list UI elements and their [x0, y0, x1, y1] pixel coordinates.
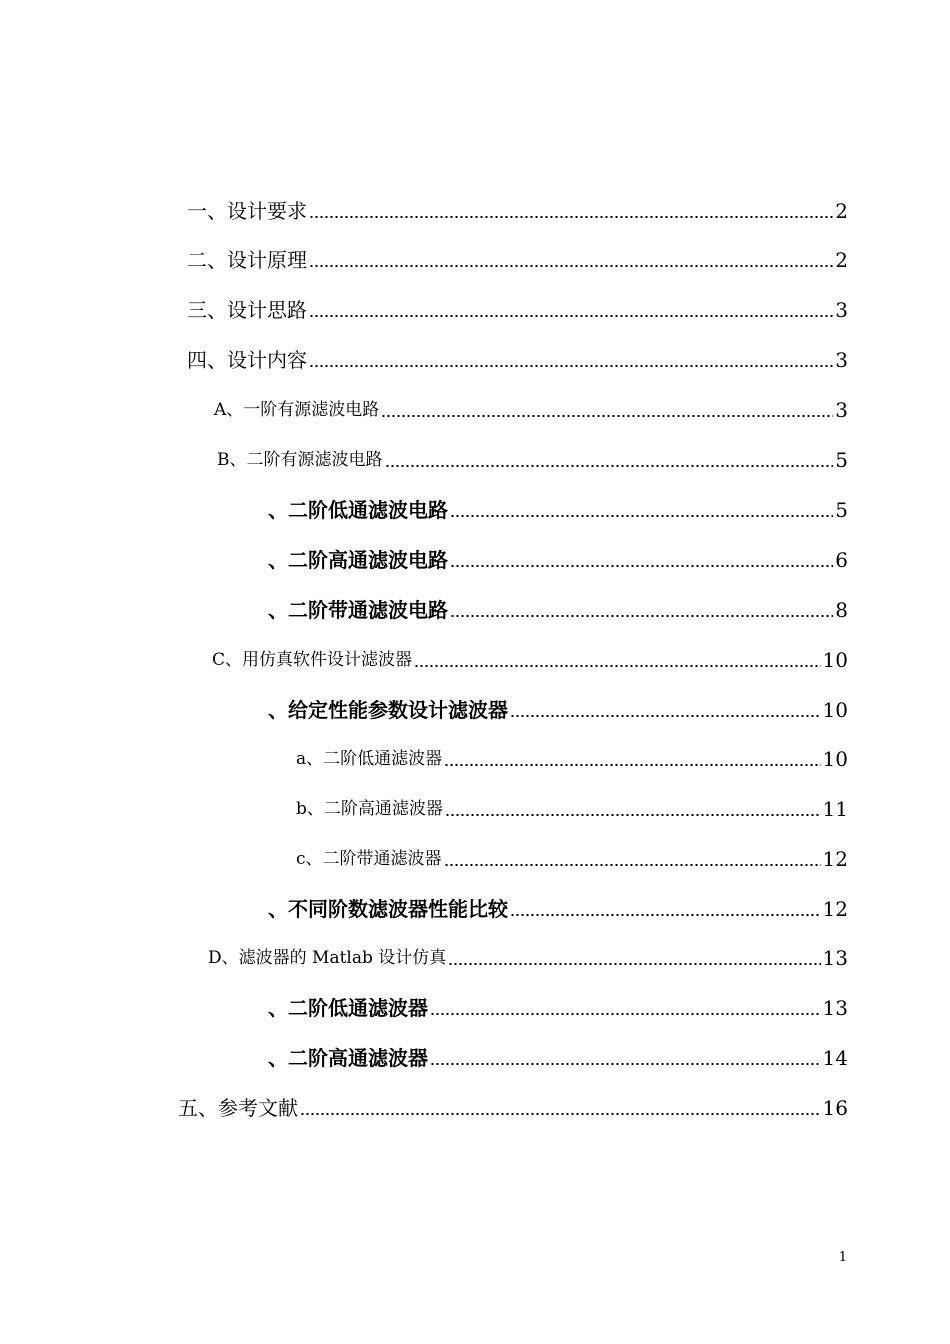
- toc-entry-label: 、不同阶数滤波器性能比较: [268, 897, 508, 921]
- toc-entry-label: 、二阶高通滤波器: [268, 1046, 428, 1070]
- toc-entry-page: 5: [835, 448, 848, 472]
- toc-entry[interactable]: [268, 892, 848, 922]
- toc-entry-label: C、用仿真软件设计滤波器: [212, 650, 413, 670]
- page-number: 1: [838, 1250, 847, 1265]
- dot-leader: [444, 764, 820, 766]
- toc-entry[interactable]: [214, 393, 848, 423]
- toc-entry[interactable]: [296, 842, 848, 872]
- toc-entry-label: 、给定性能参数设计滤波器: [268, 698, 508, 722]
- dot-leader: [414, 665, 821, 667]
- dot-leader: [309, 365, 833, 367]
- toc-entry[interactable]: [296, 742, 848, 772]
- toc-entry-page: 13: [822, 996, 848, 1020]
- toc-entry[interactable]: [268, 543, 848, 573]
- toc-entry-page: 16: [822, 1096, 848, 1120]
- toc-entry[interactable]: [268, 991, 848, 1021]
- toc-entry[interactable]: [187, 343, 848, 373]
- dot-leader: [450, 565, 833, 567]
- dot-leader: [444, 864, 821, 866]
- dot-leader: [510, 914, 821, 916]
- toc-entry-label: D、滤波器的 Matlab 设计仿真: [208, 948, 447, 968]
- toc-entry-page: 10: [822, 747, 848, 771]
- toc-entry-page: 12: [822, 897, 848, 921]
- toc-entry-label: a、二阶低通滤波器: [296, 749, 443, 769]
- toc-entry[interactable]: [187, 194, 848, 224]
- toc-entry-label: 、二阶低通滤波电路: [268, 498, 448, 522]
- toc-entry-page: 12: [822, 847, 848, 871]
- toc-entry-label: 、二阶高通滤波电路: [268, 548, 448, 572]
- toc-entry[interactable]: [268, 493, 848, 523]
- toc-entry-label: 、二阶低通滤波器: [268, 996, 428, 1020]
- dot-leader: [430, 1013, 821, 1015]
- toc-entry[interactable]: [178, 1091, 848, 1121]
- toc-entry[interactable]: [187, 293, 848, 323]
- toc-entry[interactable]: [217, 443, 848, 473]
- toc-entry[interactable]: [268, 593, 848, 623]
- toc-entry-label: b、二阶高通滤波器: [296, 799, 443, 819]
- toc-entry-page: 3: [835, 298, 848, 322]
- toc-entry-page: 13: [822, 946, 848, 970]
- toc-entry-page: 6: [835, 548, 848, 572]
- toc-entry-page: 5: [835, 498, 848, 522]
- dot-leader: [309, 265, 833, 267]
- dot-leader: [450, 615, 833, 617]
- toc-entry[interactable]: [187, 243, 848, 273]
- toc-entry-label: A、一阶有源滤波电路: [214, 400, 380, 420]
- dot-leader: [445, 814, 821, 816]
- toc-entry-label: 、二阶带通滤波电路: [268, 598, 448, 622]
- dot-leader: [300, 1113, 821, 1115]
- toc-entry[interactable]: [296, 792, 848, 822]
- dot-leader: [309, 216, 833, 218]
- dot-leader: [430, 1063, 821, 1065]
- toc-entry[interactable]: [208, 941, 848, 971]
- toc-entry-page: 10: [822, 698, 848, 722]
- toc-entry[interactable]: [268, 693, 848, 723]
- toc-entry-label: 四、设计内容: [187, 348, 307, 372]
- toc-entry-page: 10: [822, 648, 848, 672]
- dot-leader: [450, 515, 833, 517]
- toc-entry[interactable]: [268, 1041, 848, 1071]
- toc-entry-page: 3: [835, 348, 848, 372]
- toc-entry-label: 一、设计要求: [187, 199, 307, 223]
- toc-title: [0, 80, 950, 120]
- toc-entry-page: 14: [822, 1046, 848, 1070]
- toc-entry-label: B、二阶有源滤波电路: [217, 450, 383, 470]
- toc-entry-label: 五、参考文献: [178, 1096, 298, 1120]
- dot-leader: [448, 963, 820, 965]
- dot-leader: [381, 415, 833, 417]
- dot-leader: [385, 465, 834, 467]
- toc-entry-label: c、二阶带通滤波器: [296, 849, 442, 869]
- toc-entry-page: 2: [835, 199, 848, 223]
- dot-leader: [510, 715, 821, 717]
- toc-entry-page: 2: [835, 248, 848, 272]
- toc-entry-label: 二、设计原理: [187, 248, 307, 272]
- toc-entry-page: 11: [822, 797, 848, 821]
- dot-leader: [309, 315, 833, 317]
- toc-entry-page: 3: [835, 398, 848, 422]
- toc-entry-label: 三、设计思路: [187, 298, 307, 322]
- toc-entry[interactable]: [212, 643, 848, 673]
- toc-entry-page: 8: [835, 598, 848, 622]
